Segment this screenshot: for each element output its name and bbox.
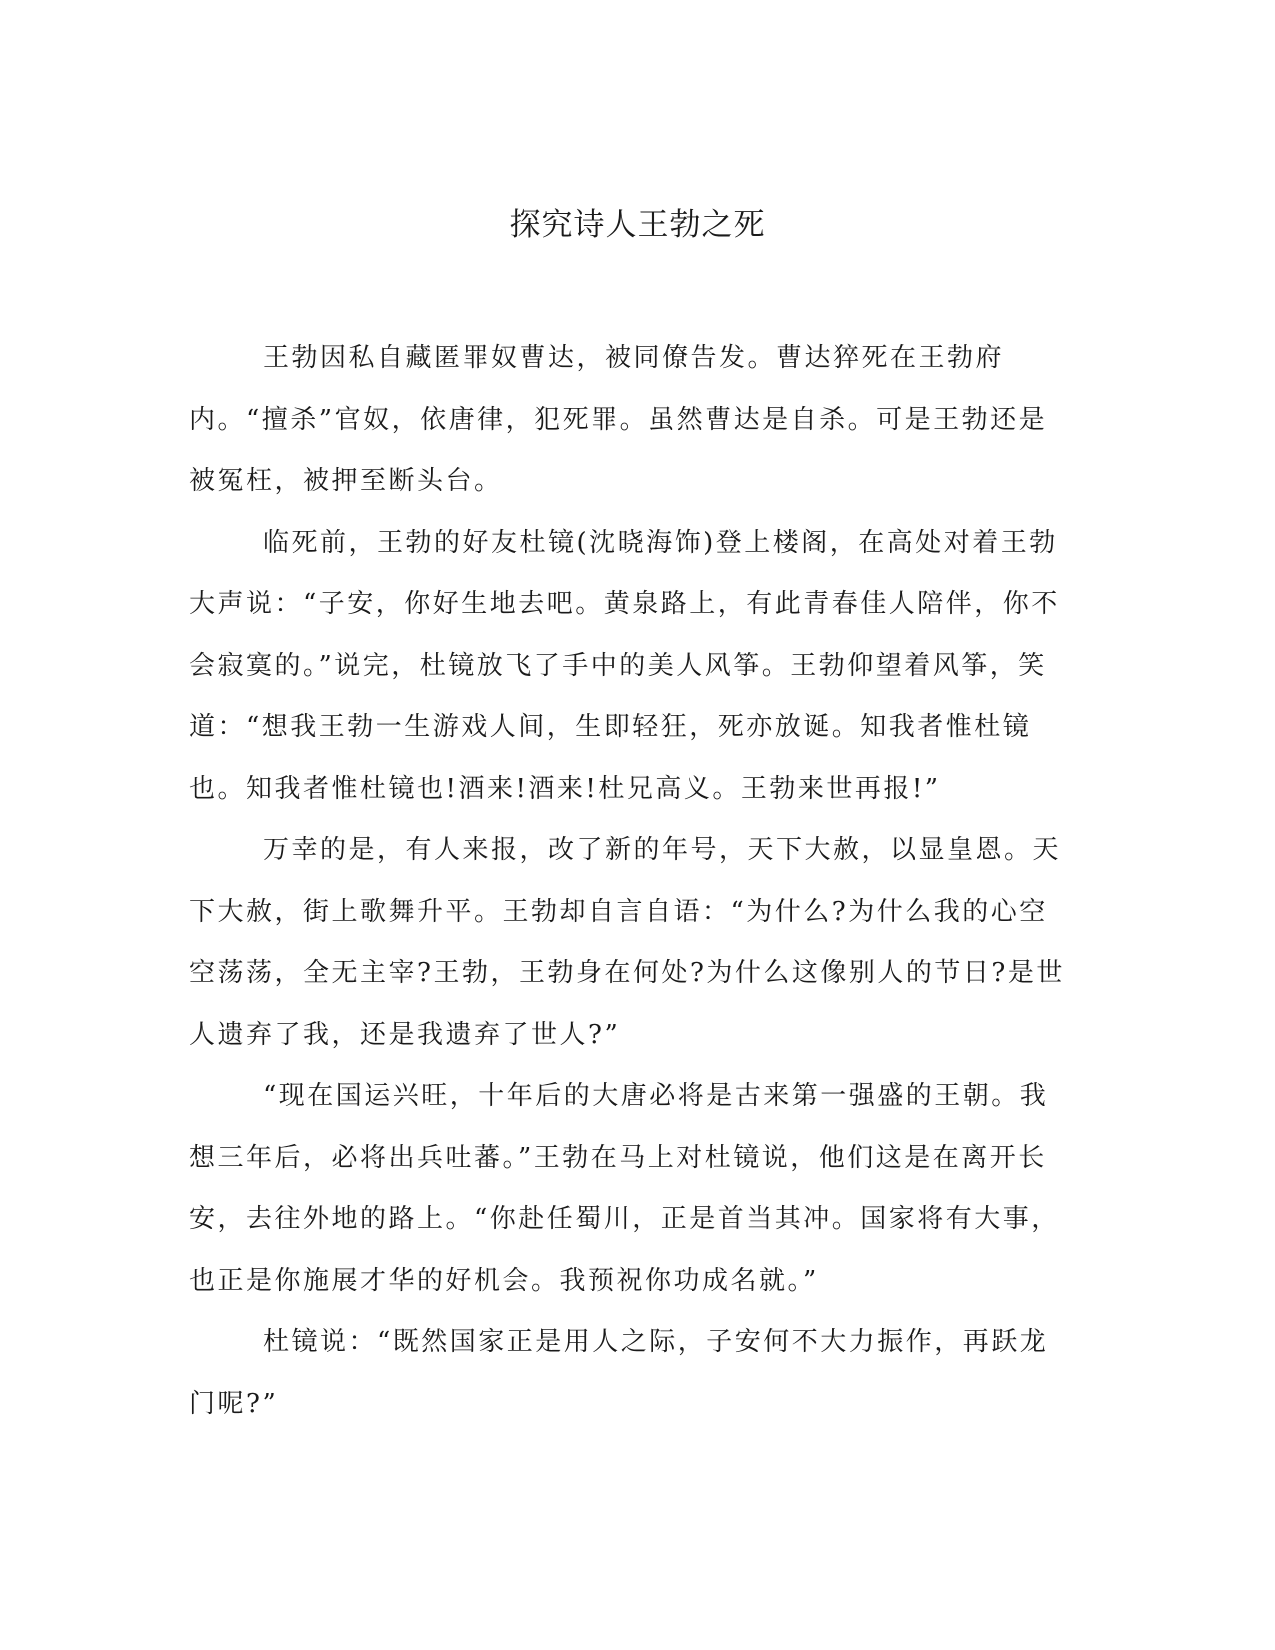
paragraph-3: 万幸的是，有人来报，改了新的年号，天下大赦，以显皇恩。天下大赦，街上歌舞升平。王勃却自言自语：“为什么?为什么我的心空空荡荡，全无主宰?王勃，王勃身在何处?为什么这像别人的节日?是世人遗弃了我，还是我遗弃了世人?”	[189, 835, 1065, 1050]
paragraph-2: 临死前，王勃的好友杜镜(沈晓海饰)登上楼阁，在高处对着王勃大声说：“子安，你好生地去吧。黄泉路上，有此青春佳人陪伴，你不会寂寞的。”说完，杜镜放飞了手中的美人风筝。王勃仰望着风筝，笑道：“想我王勃一生游戏人间，生即轻狂，死亦放诞。知我者惟杜镜也。知我者惟杜镜也!酒来!酒来!杜兄高义。王勃来世再报!”	[189, 527, 1060, 804]
paragraph-5: 杜镜说：“既然国家正是用人之际，子安何不大力振作，再跃龙门呢?”	[189, 1327, 1049, 1419]
paragraph-4: “现在国运兴旺，十年后的大唐必将是古来第一强盛的王朝。我想三年后，必将出兵吐蕃。”王勃在马上对杜镜说，他们这是在离开长安，去往外地的路上。“你赴任蜀川，正是首当其冲。国家将有大事，也正是你施展才华的好机会。我预祝你功成名就。”	[189, 1081, 1060, 1296]
paragraph-1: 王勃因私自藏匿罪奴曹达，被同僚告发。曹达猝死在王勃府内。“擅杀”官奴，依唐律，犯死罪。虽然曹达是自杀。可是王勃还是被冤枉，被押至断头台。	[189, 343, 1048, 496]
document-body	[189, 328, 1074, 1435]
document-title: 探究诗人王勃之死	[509, 207, 766, 243]
